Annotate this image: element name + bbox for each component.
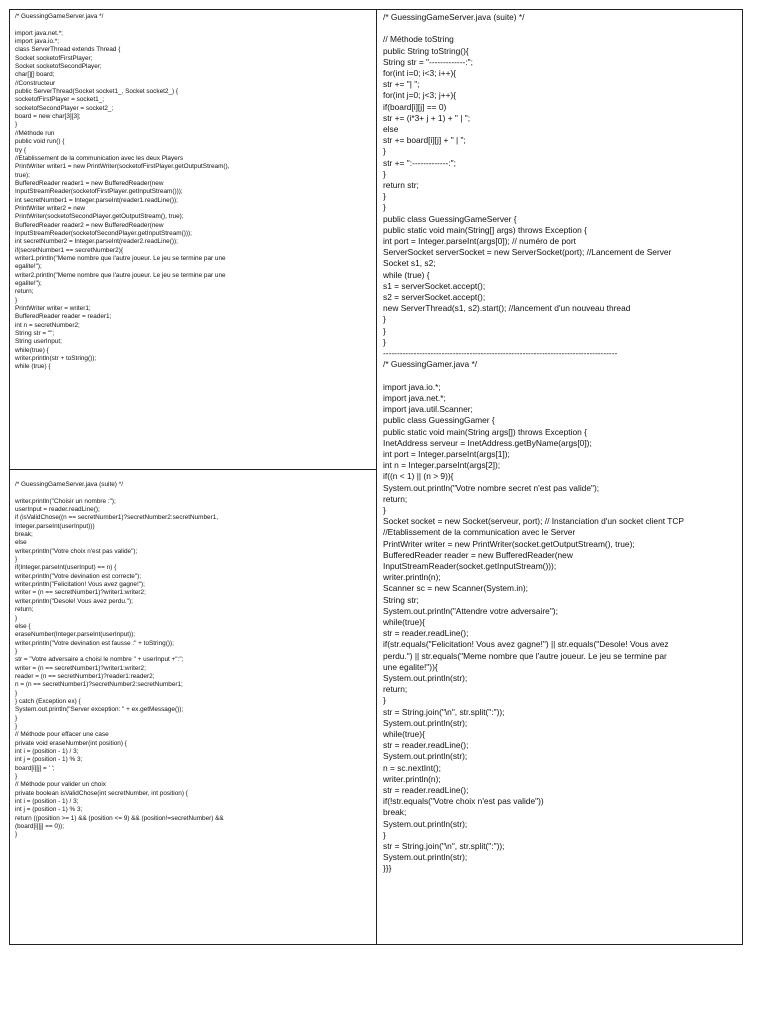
right-code-area bbox=[383, 12, 739, 875]
code-listing-server-part1: /* GuessingGameServer.java */ import java.net.*; import java.io.*; class ServerThread extends Thread { Socket socketofFirstPlayer; Socket socketofSecondPlayer; char[][] board; //Constructeur public ServerThread(Socket socket1_, Socket socket2_) { socketofFirstPlayer = socket1_; socketofSecondPlayer = socket2_; board = new char[3][3]; } //Méthode run public void run() { try { //Etablissement de la communication avec les deux Players PrintWriter writer1 = new PrintWriter(socketofFirstPlayer.getOutputStream(), true); BufferedReader reader1 = new BufferedReader(new InputStreamReader(socketofFirstPlayer.getInputStream())); int secretNumber1 = Integer.parseInt(reader1.readLine()); PrintWriter writer2 = new PrintWriter(socketofSecondPlayer.getOutputStream(), true); BufferedReader reader2 = new BufferedReader(new InputStreamReader(socketofSecondPlayer.getInputStream())); int secretNumber2 = Integer.parseInt(reader2.readLine()); if(secretNumber1 == secretNumber2){ writer1.println("Meme nombre que l'autre joueur. Le jeu se termine par une egalite!"); writer2.println("Meme nombre que l'autre joueur. Le jeu se termine par une egalite!"); return; } PrintWriter writer = writer1; BufferedReader reader = reader1; int n = secretNumber2; String str = ""; String userInput; while(true) { writer.println(str + toString()); while (true) { bbox=[15, 13, 230, 371]
dashed-separator: ------------------------------------------------------------------------------------ bbox=[383, 348, 618, 359]
left-column bbox=[10, 10, 376, 944]
right-column bbox=[377, 10, 741, 944]
code-listing-server-part2: /* GuessingGameServer.java (suite) */ writer.println("Choisir un nombre :"); userInput = reader.readLine(); if (isValidChose((n == secretNumber1)?secretNumber2:secretNumber1, Integer.parseInt(userInput))) break; else writer.println("Votre choix n'est pas valide"); } if(Integer.parseInt(userInput) == n) { writer.println("Votre devination est correcte"); writer.println("Felicitation! Vous avez gagne!"); writer = (n == secretNumber1)?writer1:writer2; writer.println("Desole! Vous avez perdu."); return; } else { eraseNumber(Integer.parseInt(userInput)); writer.println("Votre devination est fausse :" + toString()); } str = "Votre adversaire a choisi le nombre " + userInput +":"; writer = (n == secretNumber1)?writer1:writer2; reader = (n == secretNumber1)?reader1:reader2; n = (n == secretNumber1)?secretNumber2:secretNumber1; } } catch (Exception ex) { System.out.println("Server exception: " + ex.getMessage()); } } // Méthode pour effacer une case private void eraseNumber(int position) { int i = (position - 1) / 3; int j = (position - 1) % 3; board[i][j] = ' '; } // Méthode pour valider un choix private boolean isValidChose(int secretNumber, int position) { int i = (position - 1) / 3; int j = (position - 1) % 3; return ((position >= 1) && (position <= 9) && (position!=secretNumber) && (board[i][j] == 0)); } bbox=[15, 481, 224, 839]
section-divider bbox=[10, 469, 376, 470]
code-listing-server-part3: /* GuessingGameServer.java (suite) */ // Méthode toString public String toString(){ String str = "-------------:"; for(int i=0; i<3; i++){ str += "| "; for(int j=0; j<3; j++){ if(board[i][j] == 0) str += (i*3+ j + 1) + " | "; else str += board[i][j] + " | "; } str += ":-------------:"; } return str; } } public class GuessingGameServer { public static void main(String[] args) throws Exception { int port = Integer.parseInt(args[0]); // numéro de port ServerSocket serverSocket = new ServerSocket(port); //Lancement de Server Socket s1, s2; while (true) { s1 = serverSocket.accept(); s2 = serverSocket.accept(); new ServerThread(s1, s2).start(); //lancement d'un nouveau thread } } } bbox=[383, 12, 672, 347]
code-listing-gamer: /* GuessingGamer.java */ import java.io.*; import java.net.*; import java.util.Scanner; public class GuessingGamer { public static void main(String args[]) throws Exception { InetAddress serveur = InetAddress.getByName(args[0]); int port = Integer.parseInt(args[1]); int n = Integer.parseInt(args[2]); if((n < 1) || (n > 9)){ System.out.println("Votre nombre secret n'est pas valide"); return; } Socket socket = new Socket(serveur, port); // Instanciation d'un socket client TCP //Etablissement de la communication avec le Server PrintWriter writer = new PrintWriter(socket.getOutputStream(), true); BufferedReader reader = new BufferedReader(new InputStreamReader(socket.getInputStream())); writer.println(n); Scanner sc = new Scanner(System.in); String str; System.out.println("Attendre votre adversaire"); while(true){ str = reader.readLine(); if(str.equals("Felicitation! Vous avez gagne!") || str.equals("Desole! Vous avez perdu.") || str.equals("Meme nombre que l'autre joueur. Le jeu se termine par une egalite!")){ System.out.println(str); return; } str = String.join("\n", str.split(":")); System.out.println(str); while(true){ str = reader.readLine(); System.out.println(str); n = sc.nextInt(); writer.println(n); str = reader.readLine(); if(!str.equals("Votre choix n'est pas valide")) break; System.out.println(str); } str = String.join("\n", str.split(":")); System.out.println(str); }}} bbox=[383, 359, 684, 874]
